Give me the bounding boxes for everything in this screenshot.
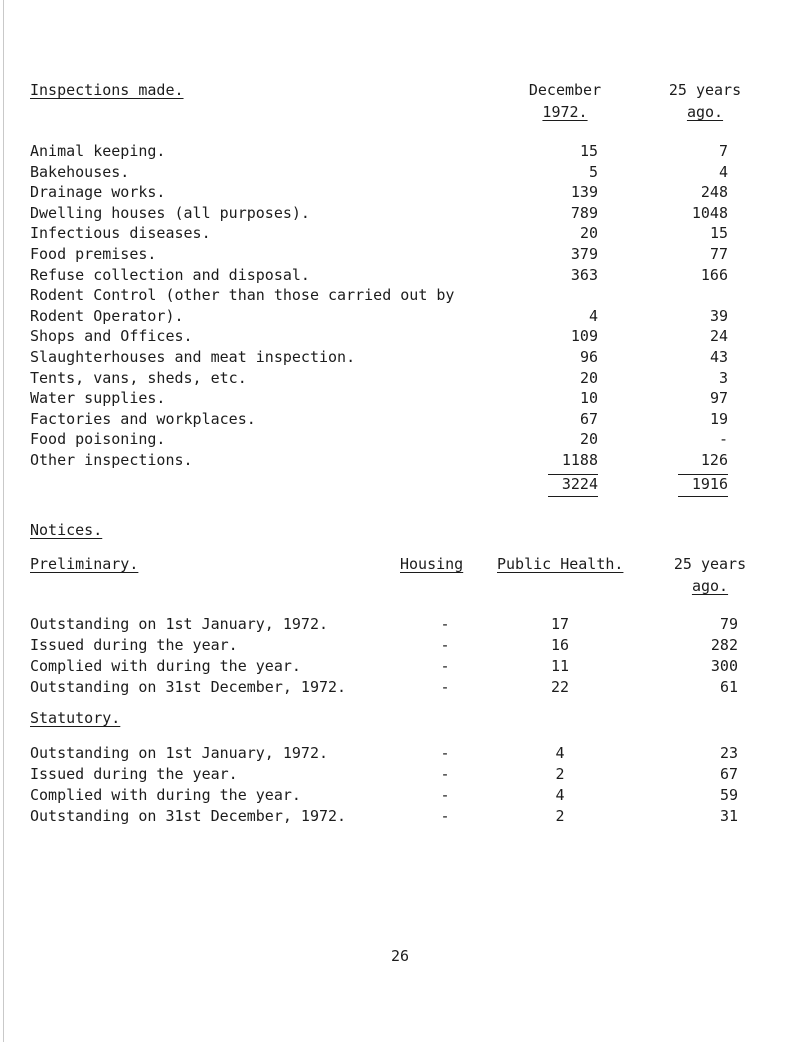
notice-public-health-value: 11 — [550, 657, 570, 675]
notice-label: Complied with during the year. — [30, 657, 301, 675]
ago-total: 1916 — [691, 475, 728, 493]
inspection-december-value: 20 — [579, 224, 598, 243]
inspection-label: Food poisoning. — [30, 430, 166, 449]
inspection-label: Animal keeping. — [30, 142, 166, 160]
notice-housing-value: - — [440, 765, 450, 783]
inspection-label: Infectious diseases. — [30, 224, 211, 243]
inspection-label: Drainage works. — [30, 183, 166, 202]
inspection-ago-value: 97 — [709, 389, 728, 408]
notice-ago-value: 79 — [719, 615, 738, 633]
notice-ago-value: 23 — [719, 744, 738, 762]
ago-header: ago. — [686, 103, 724, 121]
housing-header: Housing — [400, 555, 464, 573]
notice-public-health-value: 2 — [555, 765, 565, 783]
inspection-december-value: 109 — [570, 327, 598, 346]
notice-public-health-value: 2 — [555, 807, 565, 825]
notice-ago-value: 67 — [719, 765, 738, 783]
inspection-december-value: 5 — [588, 162, 598, 181]
dec-total-rule — [548, 496, 598, 497]
notice-housing-value: - — [440, 657, 450, 675]
inspection-label: Shops and Offices. — [30, 327, 193, 346]
december-total: 3224 — [561, 475, 598, 493]
inspection-label: Factories and workplaces. — [30, 409, 256, 428]
notice-housing-value: - — [440, 744, 450, 762]
notice-label: Complied with during the year. — [30, 786, 301, 804]
inspection-december-value: 789 — [570, 203, 598, 222]
inspection-ago-value: - — [718, 430, 728, 449]
inspection-ago-value: 7 — [718, 142, 728, 160]
notice-label: Issued during the year. — [30, 765, 238, 783]
page-margin-line — [3, 0, 4, 1042]
inspection-december-value: 139 — [570, 183, 598, 202]
inspection-label: Slaughterhouses and meat inspection. — [30, 348, 356, 366]
inspection-ago-value: 1048 — [691, 203, 728, 222]
december-header: December — [528, 81, 602, 99]
inspection-ago-value: 77 — [709, 245, 728, 263]
notice-label: Outstanding on 31st December, 1972. — [30, 807, 347, 825]
notices-heading: Notices. — [30, 521, 103, 539]
notice-housing-value: - — [440, 678, 450, 696]
page-number: 26 — [390, 947, 410, 965]
notice-label: Issued during the year. — [30, 636, 238, 654]
notices-ago-header: ago. — [691, 577, 729, 595]
years-ago-header: 25 years — [668, 81, 742, 99]
ago-total-rule — [678, 496, 728, 497]
notice-ago-value: 61 — [719, 678, 738, 696]
inspection-ago-value: 3 — [718, 368, 728, 387]
year-header: 1972. — [542, 103, 588, 121]
inspection-ago-value: 19 — [709, 409, 728, 428]
inspection-december-value: 4 — [588, 306, 598, 325]
inspection-label: Rodent Control (other than those carried out by — [30, 286, 455, 305]
inspection-label: Other inspections. — [30, 451, 193, 469]
inspection-label: Rodent Operator). — [30, 306, 184, 325]
inspection-ago-value: 43 — [709, 348, 728, 366]
notice-public-health-value: 4 — [555, 786, 565, 804]
inspection-ago-value: 15 — [709, 224, 728, 243]
inspection-ago-value: 24 — [709, 327, 728, 346]
notices-years-ago-header: 25 years — [673, 555, 747, 573]
notice-public-health-value: 16 — [550, 636, 570, 654]
inspection-december-value: 363 — [570, 265, 598, 284]
inspection-label: Tents, vans, sheds, etc. — [30, 368, 247, 387]
inspection-december-value: 20 — [579, 430, 598, 449]
inspection-label: Water supplies. — [30, 389, 166, 408]
notice-ago-value: 31 — [719, 807, 738, 825]
notice-public-health-value: 4 — [555, 744, 565, 762]
inspection-label: Dwelling houses (all purposes). — [30, 203, 310, 222]
public-health-header: Public Health. — [497, 555, 624, 573]
inspection-ago-value: 126 — [700, 451, 728, 469]
notice-public-health-value: 17 — [550, 615, 570, 633]
notice-label: Outstanding on 31st December, 1972. — [30, 678, 347, 696]
notice-housing-value: - — [440, 786, 450, 804]
inspection-december-value: 10 — [579, 389, 598, 408]
notice-ago-value: 300 — [710, 657, 738, 675]
notice-label: Outstanding on 1st January, 1972. — [30, 744, 329, 762]
notice-ago-value: 59 — [719, 786, 738, 804]
inspection-december-value: 96 — [579, 348, 598, 366]
statutory-heading: Statutory. — [30, 709, 121, 727]
inspection-label: Food premises. — [30, 245, 157, 263]
notice-public-health-value: 22 — [550, 678, 570, 696]
inspection-december-value: 1188 — [561, 451, 598, 469]
inspection-ago-value: 248 — [700, 183, 728, 202]
notice-ago-value: 282 — [710, 636, 738, 654]
inspection-ago-value: 39 — [709, 306, 728, 325]
inspections-heading: Inspections made. — [30, 81, 184, 99]
inspection-december-value: 67 — [579, 409, 598, 428]
inspection-december-value: 15 — [579, 142, 598, 160]
notice-housing-value: - — [440, 807, 450, 825]
inspection-label: Refuse collection and disposal. — [30, 265, 310, 284]
notice-housing-value: - — [440, 615, 450, 633]
notice-housing-value: - — [440, 636, 450, 654]
preliminary-heading: Preliminary. — [30, 555, 139, 573]
inspection-december-value: 20 — [579, 368, 598, 387]
notice-label: Outstanding on 1st January, 1972. — [30, 615, 329, 633]
inspection-ago-value: 4 — [718, 162, 728, 181]
inspection-label: Bakehouses. — [30, 162, 130, 181]
inspection-ago-value: 166 — [700, 265, 728, 284]
inspection-december-value: 379 — [570, 245, 598, 263]
